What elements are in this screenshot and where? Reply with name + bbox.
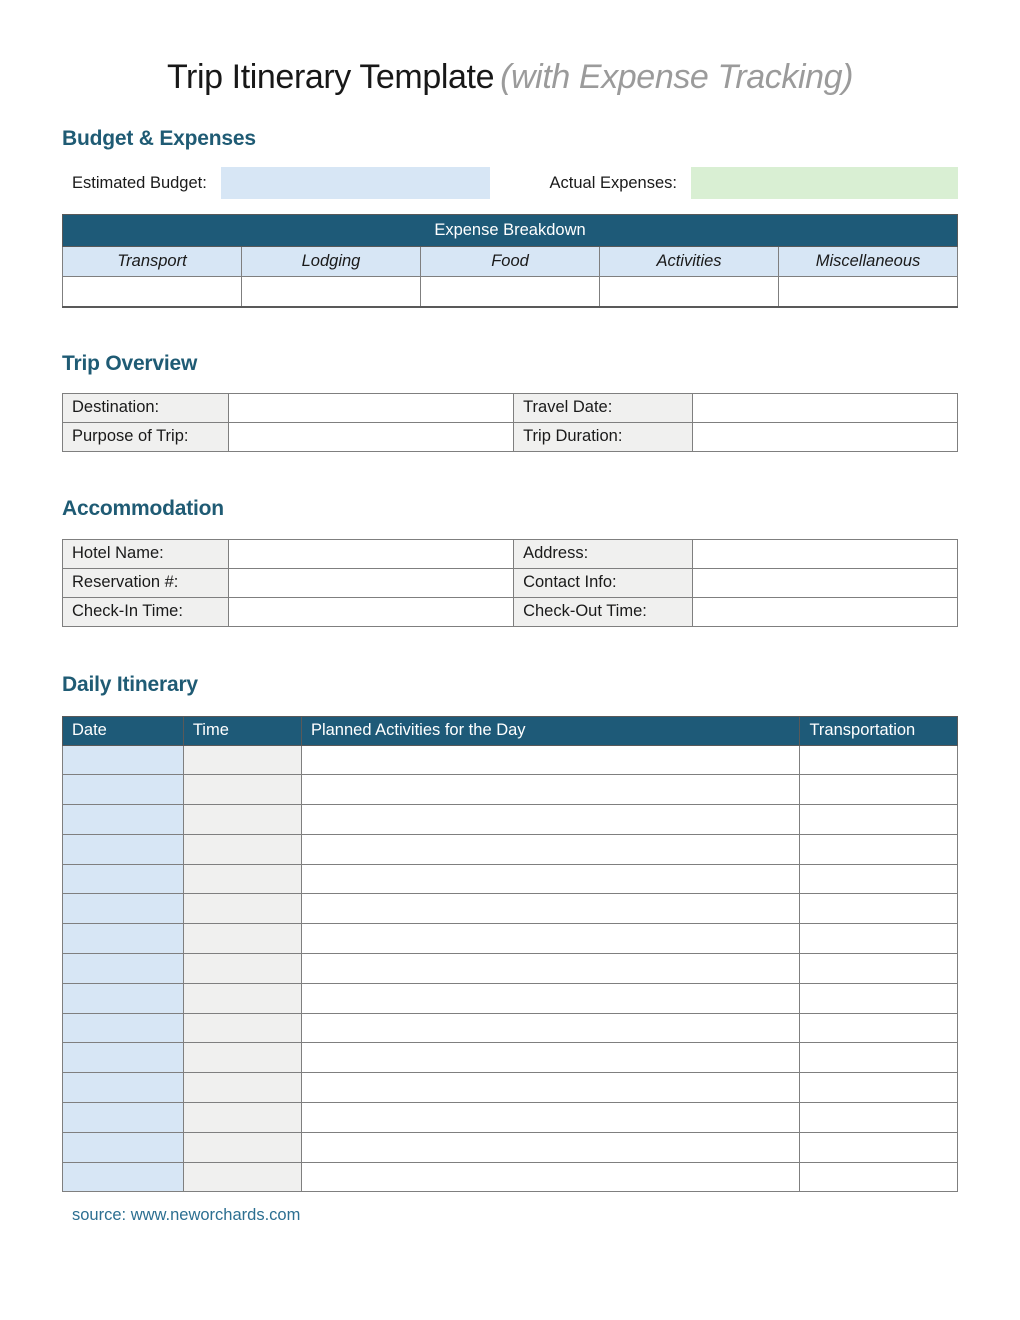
daily-itinerary-table [62,716,958,1193]
expense-activities-cell[interactable] [600,277,779,307]
itinerary-transport-cell[interactable] [800,954,958,984]
itinerary-time-cell[interactable] [183,954,301,984]
hotel-name-label: Hotel Name: [63,539,229,568]
itinerary-time-cell[interactable] [183,1043,301,1073]
expense-miscellaneous-cell[interactable] [779,277,958,307]
itinerary-time-cell[interactable] [183,1162,301,1192]
itinerary-row [63,1073,958,1103]
itinerary-transport-cell[interactable] [800,834,958,864]
table-row [63,597,958,626]
itinerary-row [63,1013,958,1043]
itinerary-date-cell[interactable] [63,954,184,984]
reservation-number-field[interactable] [228,568,514,597]
itinerary-row [63,745,958,775]
itinerary-date-cell[interactable] [63,775,184,805]
itinerary-time-cell[interactable] [183,1013,301,1043]
itinerary-activities-cell[interactable] [301,983,800,1013]
itinerary-row [63,1103,958,1133]
itinerary-time-cell[interactable] [183,894,301,924]
itinerary-transport-cell[interactable] [800,864,958,894]
itinerary-activities-cell[interactable] [301,775,800,805]
itinerary-row [63,954,958,984]
itinerary-row [63,834,958,864]
itinerary-time-cell[interactable] [183,983,301,1013]
itinerary-transport-cell[interactable] [800,1162,958,1192]
itinerary-date-cell[interactable] [63,1043,184,1073]
expense-lodging-cell[interactable] [242,277,421,307]
itinerary-date-cell[interactable] [63,1103,184,1133]
expense-title-row [63,215,958,247]
accommodation-table [62,539,958,627]
itinerary-transport-cell[interactable] [800,1132,958,1162]
itinerary-time-cell[interactable] [183,775,301,805]
itinerary-date-cell[interactable] [63,983,184,1013]
document-page [0,58,1020,1320]
estimated-budget-field[interactable] [221,167,490,199]
contact-info-label: Contact Info: [514,568,693,597]
expense-col-activities: Activities [600,247,779,277]
expense-col-miscellaneous: Miscellaneous [779,247,958,277]
itinerary-col-transportation: Transportation [800,716,958,745]
itinerary-activities-cell[interactable] [301,1132,800,1162]
itinerary-activities-cell[interactable] [301,1043,800,1073]
address-field[interactable] [693,539,958,568]
itinerary-row [63,894,958,924]
estimated-budget-label: Estimated Budget: [72,173,207,192]
itinerary-row [63,1132,958,1162]
itinerary-time-cell[interactable] [183,805,301,835]
itinerary-date-cell[interactable] [63,924,184,954]
itinerary-time-cell[interactable] [183,924,301,954]
actual-expenses-label: Actual Expenses: [549,173,677,192]
hotel-name-field[interactable] [228,539,514,568]
title-subtitle: (with Expense Tracking) [500,58,854,96]
itinerary-row [63,805,958,835]
expense-breakdown-table [62,214,958,308]
budget-row [62,167,958,199]
expense-column-header-row [63,247,958,277]
address-label: Address: [514,539,693,568]
itinerary-transport-cell[interactable] [800,1073,958,1103]
purpose-of-trip-label: Purpose of Trip: [63,422,229,451]
itinerary-time-cell[interactable] [183,745,301,775]
accommodation-heading: Accommodation [62,496,224,520]
page-title [62,58,958,97]
itinerary-row [63,1043,958,1073]
itinerary-header-row [63,716,958,745]
itinerary-date-cell[interactable] [63,1013,184,1043]
itinerary-date-cell[interactable] [63,1073,184,1103]
expense-col-transport: Transport [63,247,242,277]
itinerary-body [63,745,958,1192]
itinerary-transport-cell[interactable] [800,894,958,924]
actual-expenses-field[interactable] [691,167,958,199]
itinerary-date-cell[interactable] [63,864,184,894]
itinerary-transport-cell[interactable] [800,983,958,1013]
title-main: Trip Itinerary Template [166,58,495,96]
expense-values-row [63,277,958,307]
itinerary-transport-cell[interactable] [800,1043,958,1073]
itinerary-activities-cell[interactable] [301,1013,800,1043]
trip-duration-field[interactable] [693,422,958,451]
destination-label: Destination: [63,393,229,422]
itinerary-date-cell[interactable] [63,1132,184,1162]
expense-col-lodging: Lodging [242,247,421,277]
itinerary-col-date: Date [63,716,184,745]
itinerary-transport-cell[interactable] [800,805,958,835]
itinerary-date-cell[interactable] [63,1162,184,1192]
itinerary-activities-cell[interactable] [301,745,800,775]
table-row [63,568,958,597]
itinerary-activities-cell[interactable] [301,924,800,954]
contact-info-field[interactable] [693,568,958,597]
itinerary-col-time: Time [183,716,301,745]
itinerary-activities-cell[interactable] [301,954,800,984]
daily-itinerary-heading: Daily Itinerary [62,672,198,696]
table-row [63,539,958,568]
check-out-time-field[interactable] [693,597,958,626]
document-content [62,58,958,1225]
destination-field[interactable] [228,393,514,422]
itinerary-row [63,1162,958,1192]
itinerary-time-cell[interactable] [183,1103,301,1133]
itinerary-date-cell[interactable] [63,834,184,864]
check-in-time-label: Check-In Time: [63,597,229,626]
itinerary-row [63,924,958,954]
itinerary-activities-cell[interactable] [301,894,800,924]
expense-col-food: Food [421,247,600,277]
table-row [63,393,958,422]
travel-date-field[interactable] [693,393,958,422]
itinerary-time-cell[interactable] [183,834,301,864]
source-link[interactable]: source: www.neworchards.com [72,1206,301,1225]
trip-duration-label: Trip Duration: [514,422,693,451]
check-in-time-field[interactable] [228,597,514,626]
expense-transport-cell[interactable] [63,277,242,307]
trip-overview-heading: Trip Overview [62,351,198,375]
check-out-time-label: Check-Out Time: [514,597,693,626]
itinerary-time-cell[interactable] [183,1073,301,1103]
itinerary-transport-cell[interactable] [800,745,958,775]
itinerary-transport-cell[interactable] [800,924,958,954]
expense-food-cell[interactable] [421,277,600,307]
budget-section-heading: Budget & Expenses [62,127,256,150]
expense-breakdown-title: Expense Breakdown [63,215,958,247]
itinerary-transport-cell[interactable] [800,1103,958,1133]
itinerary-date-cell[interactable] [63,894,184,924]
itinerary-activities-cell[interactable] [301,1073,800,1103]
itinerary-date-cell[interactable] [63,805,184,835]
itinerary-col-activities: Planned Activities for the Day [301,716,800,745]
itinerary-time-cell[interactable] [183,864,301,894]
travel-date-label: Travel Date: [514,393,693,422]
trip-overview-table [62,393,958,452]
itinerary-activities-cell[interactable] [301,1103,800,1133]
reservation-number-label: Reservation #: [63,568,229,597]
itinerary-activities-cell[interactable] [301,834,800,864]
itinerary-date-cell[interactable] [63,745,184,775]
itinerary-activities-cell[interactable] [301,864,800,894]
table-row [63,422,958,451]
itinerary-activities-cell[interactable] [301,1162,800,1192]
itinerary-transport-cell[interactable] [800,1013,958,1043]
itinerary-row [63,775,958,805]
itinerary-activities-cell[interactable] [301,805,800,835]
itinerary-row [63,864,958,894]
itinerary-row [63,983,958,1013]
itinerary-time-cell[interactable] [183,1132,301,1162]
itinerary-transport-cell[interactable] [800,775,958,805]
purpose-of-trip-field[interactable] [228,422,514,451]
